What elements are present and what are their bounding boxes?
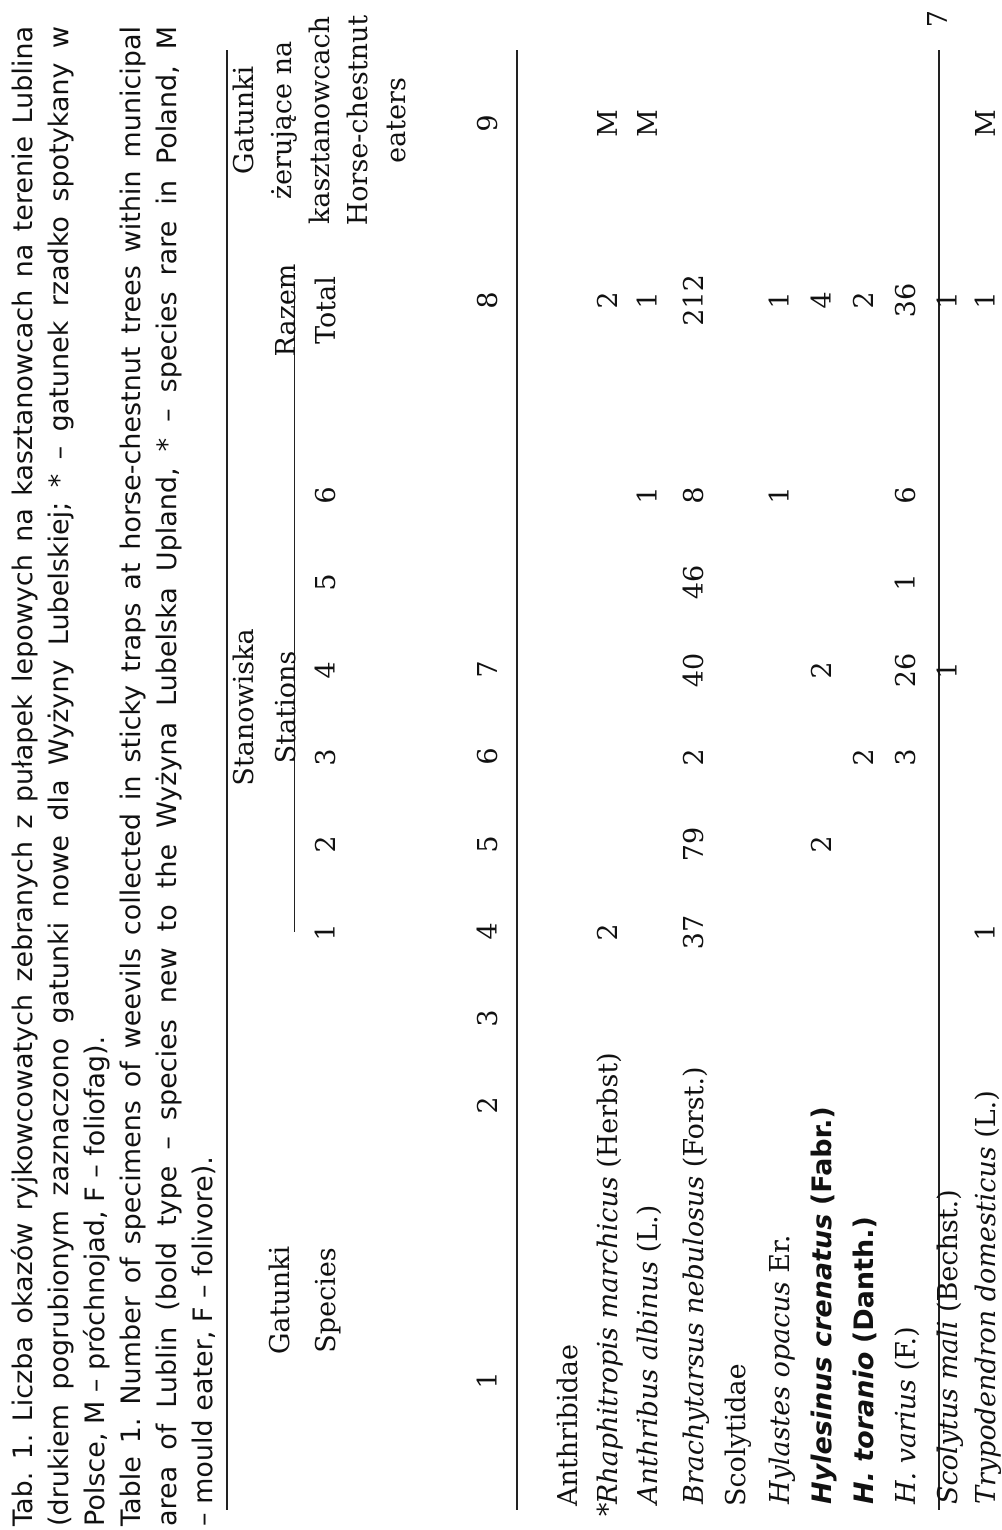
total-count: 1 xyxy=(971,291,1002,309)
total-header-pl: Razem xyxy=(271,263,302,357)
station-count: 6 xyxy=(891,486,922,504)
eater-type: M xyxy=(593,109,624,137)
station-number: 1 xyxy=(311,923,342,941)
station-count: 1 xyxy=(633,486,664,504)
station-number: 2 xyxy=(311,835,342,853)
total-header-en: Total xyxy=(311,276,342,344)
species-author: (Bechst.) xyxy=(933,1189,964,1312)
species-genus: H. toranio xyxy=(849,1351,880,1504)
table-number-row-rule xyxy=(516,50,518,1510)
total-count: 1 xyxy=(933,291,964,309)
station-count: 2 xyxy=(807,661,838,679)
station-count: 8 xyxy=(679,486,710,504)
station-count: 37 xyxy=(679,914,710,950)
caption-pl-line-1: Tab. 1. Liczba okazów ryjkowcowatych zebranych z pułapek lepowych na kasztanowcach na terenie Lublina xyxy=(8,26,39,1526)
species-name xyxy=(972,1090,1002,1504)
station-number: 3 xyxy=(311,748,342,766)
species-author: (L.) xyxy=(971,1090,1002,1138)
family-name: Anthribidae xyxy=(553,1344,584,1506)
stations-header-en: Stations xyxy=(271,650,302,764)
species-author: (Danth.) xyxy=(849,1216,880,1344)
column-number: 6 xyxy=(473,747,504,765)
species-genus: Hylastes opacus xyxy=(765,1281,796,1504)
species-header-pl: Gatunki xyxy=(265,1245,296,1355)
station-count: 79 xyxy=(679,826,710,862)
table-caption xyxy=(6,26,222,1526)
eaters-header-line-1: Gatunki xyxy=(229,65,260,175)
species-name xyxy=(808,1106,838,1504)
station-count: 1 xyxy=(891,573,922,591)
column-number: 1 xyxy=(473,1371,504,1389)
column-number: 2 xyxy=(473,1096,504,1114)
total-count: 2 xyxy=(849,291,880,309)
species-genus: Scolytus mali xyxy=(933,1320,964,1504)
station-count: 2 xyxy=(679,748,710,766)
station-count: 3 xyxy=(891,748,922,766)
station-count: 2 xyxy=(849,748,880,766)
species-author: (L.) xyxy=(633,1204,664,1253)
eaters-header-line-5: eaters xyxy=(381,77,412,163)
station-count: 1 xyxy=(933,661,964,679)
species-genus: Anthribus albinus xyxy=(633,1260,664,1504)
total-count: 36 xyxy=(891,282,922,318)
caption-pl-line-3: Polsce, M – próchnojad, F – foliofag). xyxy=(80,1035,111,1526)
species-genus: Trypodendron domesticus xyxy=(971,1146,1002,1504)
species-name xyxy=(850,1216,880,1504)
species-header-en: Species xyxy=(311,1247,342,1353)
caption-en-line-2: area of Lublin (bold type – species new to the Wyżyna Lubelska Upland, * – species rare in Poland, M xyxy=(152,26,183,1526)
species-name xyxy=(934,1189,964,1504)
total-count: 4 xyxy=(807,291,838,309)
station-count: 46 xyxy=(679,564,710,600)
caption-en-line-3: – mould eater, F – folivore). xyxy=(188,1156,219,1526)
eater-type: M xyxy=(971,109,1002,137)
species-name xyxy=(766,1235,796,1505)
station-count: 2 xyxy=(807,835,838,853)
column-number: 9 xyxy=(473,114,504,132)
caption-pl-line-2: (drukiem pogrubionym zaznaczono gatunki nowe dla Wyżyny Lubelskiej; * – gatunek rzadko spotykany w xyxy=(44,26,75,1526)
species-author: (Fabr.) xyxy=(807,1106,838,1206)
eaters-header-line-4: Horse-chestnut xyxy=(343,14,374,226)
total-count: 1 xyxy=(765,291,796,309)
eaters-header-line-3: kasztanowcach xyxy=(305,16,336,224)
species-name xyxy=(594,1052,624,1504)
species-genus: Hylesinus crenatus xyxy=(807,1213,838,1504)
species-name xyxy=(680,1066,710,1504)
total-count: 2 xyxy=(593,291,624,309)
station-number: 4 xyxy=(311,661,342,679)
page-number: 7 xyxy=(923,10,954,28)
station-count: 1 xyxy=(971,923,1002,941)
eaters-header-line-2: żerujące na xyxy=(267,40,298,200)
rarity-marker: * xyxy=(593,1502,624,1516)
species-genus: Rhaphitropis marchicus xyxy=(593,1176,624,1504)
column-number: 7 xyxy=(473,660,504,678)
species-author: (F.) xyxy=(891,1326,922,1371)
family-name: Scolytidae xyxy=(721,1363,752,1506)
species-author: (Herbst) xyxy=(593,1052,624,1168)
species-genus: Brachytarsus nebulosus xyxy=(679,1175,710,1504)
species-author: (Forst.) xyxy=(679,1066,710,1168)
stations-header-pl: Stanowiska xyxy=(229,628,260,786)
station-number: 5 xyxy=(311,573,342,591)
table-top-rule xyxy=(226,50,228,1510)
species-genus: H. varius xyxy=(891,1379,922,1504)
station-count: 40 xyxy=(679,652,710,688)
station-count: 1 xyxy=(765,486,796,504)
species-name xyxy=(634,1205,664,1504)
station-count: 2 xyxy=(593,923,624,941)
total-count: 212 xyxy=(679,274,710,326)
column-number: 3 xyxy=(473,1009,504,1027)
station-count: 26 xyxy=(891,652,922,688)
column-number: 4 xyxy=(473,922,504,940)
column-number: 8 xyxy=(473,291,504,309)
total-count: 1 xyxy=(633,291,664,309)
eater-type: M xyxy=(633,109,664,137)
column-number: 5 xyxy=(473,835,504,853)
station-number: 6 xyxy=(311,486,342,504)
caption-en-line-1: Table 1. Number of specimens of weevils collected in sticky traps at horse-chestnut trees within municipal xyxy=(116,26,147,1526)
species-name xyxy=(892,1326,922,1504)
species-author: Er. xyxy=(765,1234,796,1273)
